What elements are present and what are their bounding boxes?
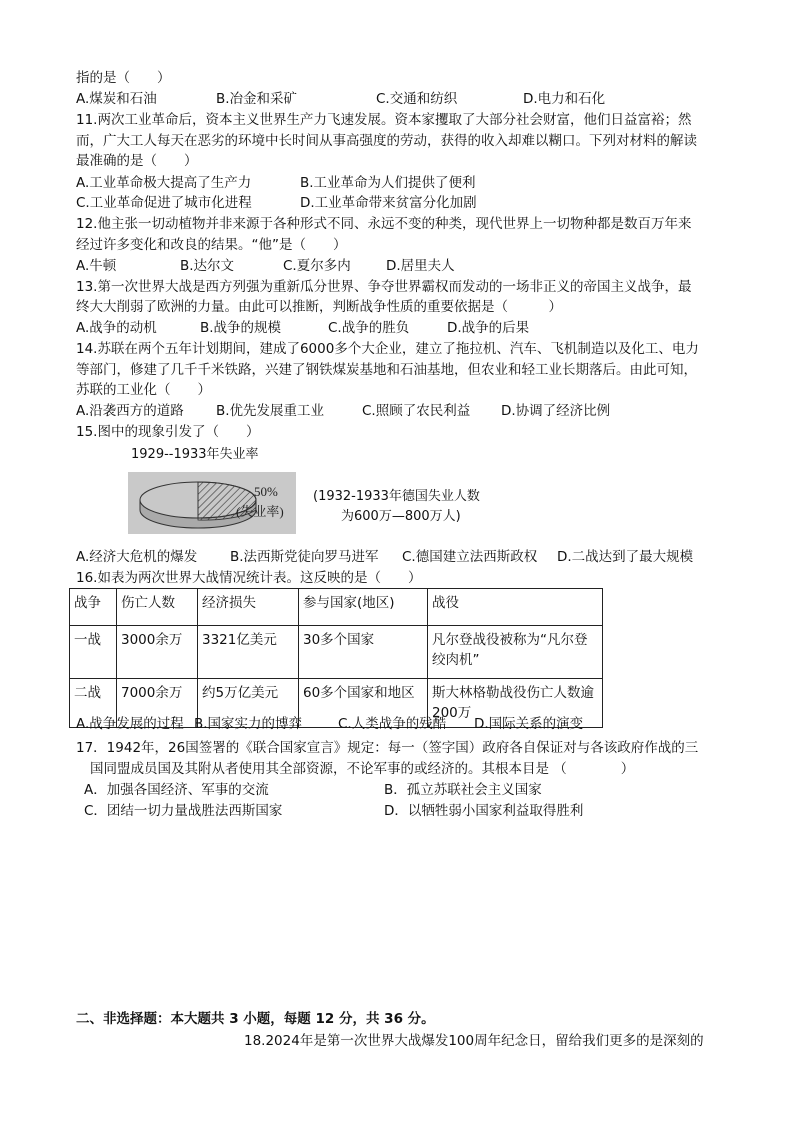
q10-option-c: C.交通和纺织 (376, 91, 458, 107)
table-cell: 30多个国家 (299, 626, 428, 679)
q12-stem-line2: 经过许多变化和改良的结果。“他”是（ ） (76, 237, 347, 253)
table-cell: 凡尔登战役被称为“凡尔登绞肉机” (428, 626, 603, 679)
section-heading: 二、非选择题：本大题共 3 小题，每题 12 分，共 36 分。 (76, 1011, 435, 1027)
table-header-cell: 参与国家(地区) (299, 589, 428, 626)
chart-note-line1: (1932-1933年德国失业人数 (313, 489, 480, 504)
unemployment-pie-chart (128, 472, 296, 534)
q11-option-d: D.工业革命带来贫富分化加剧 (300, 195, 477, 211)
q16-option-c: C.人类战争的残酷 (338, 716, 447, 732)
q12-option-a: A.牛顿 (76, 258, 117, 274)
q13-option-b: B.战争的规模 (200, 320, 282, 336)
q11-stem-line2: 而，广大工人每天在恶劣的环境中长时间从事高强度的劳动，获得的收入却难以糊口。下列对材料的解读 (76, 133, 697, 149)
table-header-row (70, 589, 603, 626)
pie-chart-svg (128, 472, 296, 534)
q15-option-d: D.二战达到了最大规模 (557, 549, 694, 565)
q14-option-d: D.协调了经济比例 (501, 403, 611, 419)
q16-option-a: A.战争发展的过程 (76, 716, 184, 732)
chart-note (313, 487, 480, 527)
table-cell: 3000余万 (117, 626, 198, 679)
chart-note-line2: 为600万—800万人) (341, 509, 461, 524)
q15-stem: 15.图中的现象引发了（ ） (76, 424, 260, 440)
pie-percent-label: 50% (254, 484, 278, 499)
q15-option-a: A.经济大危机的爆发 (76, 549, 198, 565)
table-header-cell: 战役 (428, 589, 603, 626)
q17-stem-line2: 国同盟成员国及其附从者使用其全部资源，不论军事的或经济的。其根本目是 （ ） (90, 761, 635, 777)
table-header-cell: 经济损失 (198, 589, 299, 626)
q15-option-b: B.法西斯党徒向罗马进军 (230, 549, 379, 565)
table-cell: 一战 (70, 626, 117, 679)
q12-stem-line1: 12.他主张一切动植物并非来源于各种形式不同、永远不变的种类，现代世界上一切物种都是数百万年来 (76, 216, 692, 232)
q13-stem-line2: 终大大削弱了欧洲的力量。由此可以推断，判断战争性质的重要依据是（ ） (76, 299, 562, 315)
q10-option-b: B.冶金和采矿 (216, 91, 298, 107)
q14-option-c: C.照顾了农民利益 (362, 403, 471, 419)
q12-option-d: D.居里夫人 (386, 258, 455, 274)
q11-option-a: A.工业革命极大提高了生产力 (76, 175, 252, 191)
q10-option-d: D.电力和石化 (523, 91, 606, 107)
q16-option-b: B.国家实力的博弈 (194, 716, 303, 732)
q17-option-d: D．以牺牲弱小国家利益取得胜利 (384, 803, 584, 819)
q17-option-a: A．加强各国经济、军事的交流 (84, 782, 269, 798)
chart-title: 1929--1933年失业率 (131, 447, 259, 462)
q17-option-b: B．孤立苏联社会主义国家 (384, 782, 542, 798)
q14-stem-line3: 苏联的工业化（ ） (76, 382, 211, 398)
table-header-cell: 伤亡人数 (117, 589, 198, 626)
q11-option-b: B.工业革命为人们提供了便利 (300, 175, 476, 191)
q14-option-b: B.优先发展重工业 (216, 403, 325, 419)
q10-option-a: A.煤炭和石油 (76, 91, 157, 107)
table-cell: 斯大林格勒战役伤亡人数逾200万 (428, 679, 603, 728)
table-header-cell: 战争 (70, 589, 117, 626)
war-statistics-table (69, 588, 603, 728)
table-row (70, 626, 603, 679)
q15-option-c: C.德国建立法西斯政权 (402, 549, 538, 565)
q10-stem-tail: 指的是（ ） (76, 70, 171, 86)
q13-stem-line1: 13.第一次世界大战是西方列强为重新瓜分世界、争夺世界霸权而发动的一场非正义的帝国主义战争，最 (76, 279, 692, 295)
q11-stem-line1: 11.两次工业革命后，资本主义世界生产力飞速发展。资本家攫取了大部分社会财富，他们日益富裕；然 (76, 112, 692, 128)
table-cell: 3321亿美元 (198, 626, 299, 679)
q14-stem-line1: 14.苏联在两个五年计划期间，建成了6000多个大企业，建立了拖拉机、汽车、飞机制造以及化工、电力 (76, 341, 699, 357)
table-cell: 二战 (70, 679, 117, 728)
q17-stem-line1: 17．1942年，26国签署的《联合国家宣言》规定：每一（签字国）政府各自保证对与各该政府作战的三 (76, 740, 699, 756)
q14-option-a: A.沿袭西方的道路 (76, 403, 184, 419)
q14-stem-line2: 等部门，修建了几千千米铁路，兴建了钢铁煤炭基地和石油基地，但农业和轻工业长期落后。由此可知， (76, 362, 697, 378)
q12-option-c: C.夏尔多内 (283, 258, 351, 274)
q12-option-b: B.达尔文 (180, 258, 235, 274)
table-cell: 60多个国家和地区 (299, 679, 428, 728)
table-cell: 约5万亿美元 (198, 679, 299, 728)
q18-stem: 18.2024年是第一次世界大战爆发100周年纪念日，留给我们更多的是深刻的 (244, 1033, 704, 1049)
table-cell: 7000余万 (117, 679, 198, 728)
q17-option-c: C．团结一切力量战胜法西斯国家 (84, 803, 283, 819)
q16-stem: 16.如表为两次世界大战情况统计表。这反映的是（ ） (76, 570, 422, 586)
q13-option-c: C.战争的胜负 (328, 320, 410, 336)
q13-option-a: A.战争的动机 (76, 320, 157, 336)
q11-option-c: C.工业革命促进了城市化进程 (76, 195, 252, 211)
q16-option-d: D.国际关系的演变 (474, 716, 584, 732)
q11-stem-line3: 最准确的是（ ） (76, 153, 198, 169)
q13-option-d: D.战争的后果 (447, 320, 530, 336)
pie-slice-label: (失业率) (236, 504, 284, 519)
